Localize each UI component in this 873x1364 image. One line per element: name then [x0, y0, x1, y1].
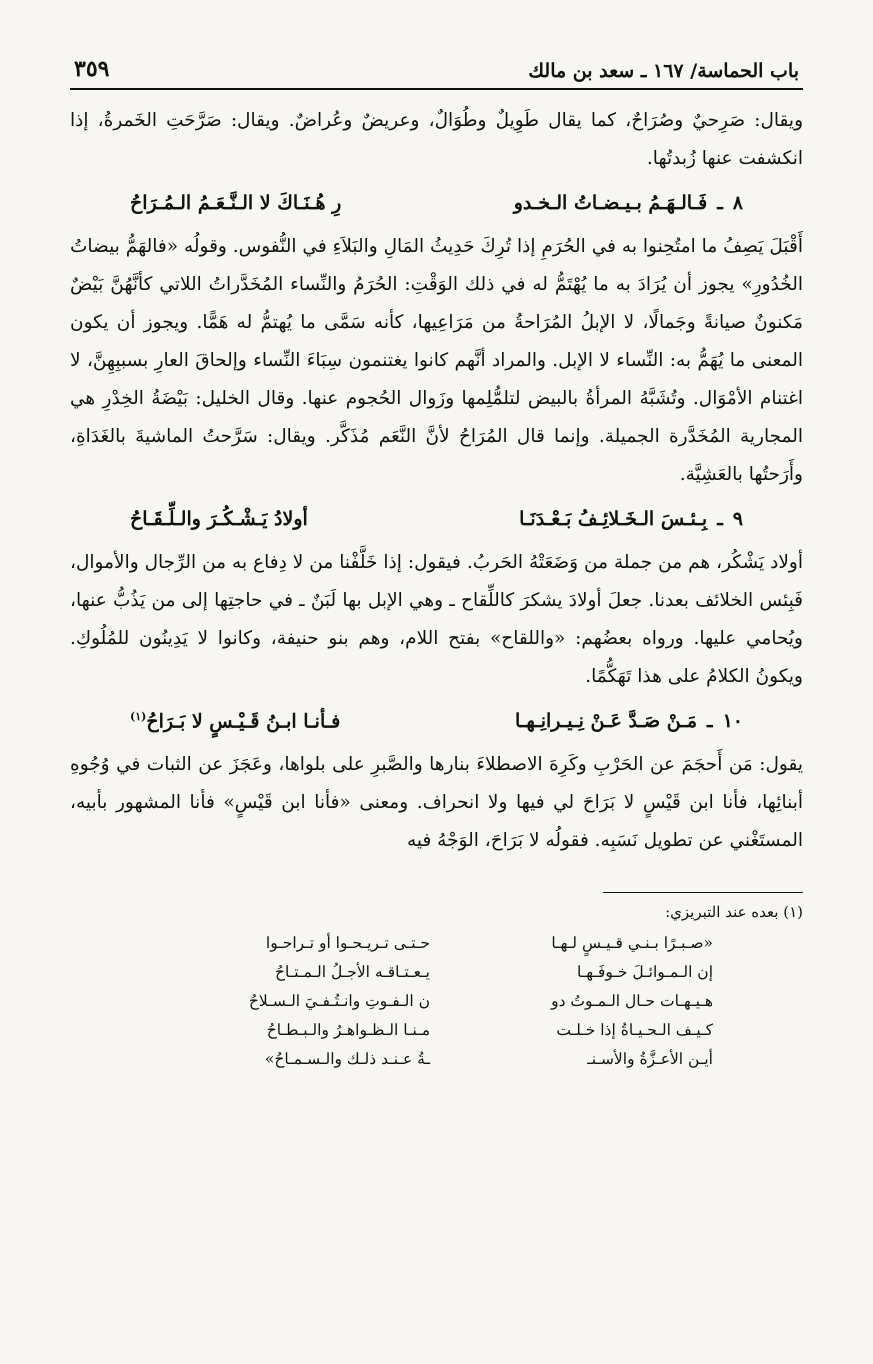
commentary-paragraph: أَقْبَلَ يَصِفُ ما امتُحِنوا به في الحُرَمِ إذا تُرِكَ حَدِيثُ المَالِ والبَلاَءِ في النُّفوس. وقولُه «فالهَمُّ بيضاتُ الخُدُورِ» يجوز أن يُرَادَ به ما يُهْتَمُّ له في ذلك الوَقْتِ: الحُرَمُ والنِّساء المُخَدَّراتُ اللاتي كأنَّهُنَّ بَيْضٌ مَكنونٌ صيانةً وجَمالًا، لا الإبلُ المُرَاحةُ من مَرَاعِيها، كأنه سَمَّى ما يُهتمُّ له هَمًّا. ويجوز أن يكون المعنى ما يُهَمُّ به: النِّساء لا الإبل. والمراد أنَّهم كانوا يغتنمون سِبَاءَ النِّساء وإلحاقَ العارِ بسببِهِنَّ، لا اغتنام الأمْوَال. وتُشَبَّهُ المرأةُ بالبيض لتلمُّلِمها وزَوال الحُجوم عنها. وقال الخليل: بَيْضَةُ الخِدْرِ هي المجارية المُخَدَّرة الجميلة. وإنما قال المُرَاحُ لأنَّ النَّعَم مُذَكَّر. ويقال: سَرَّحتُ الماشيةَ بالغَدَاةِ، وأَرَحتُها بالعَشِيَّة.	[70, 236, 803, 485]
footnote-reference: (١)	[130, 709, 147, 723]
verse-second-hemistich: أولادُ يَـشْـكُـرَ والـلِّـقَـاحُ	[130, 508, 308, 530]
page-body	[70, 102, 803, 860]
footnote-heading: (١) بعده عند التبريزي:	[665, 903, 803, 921]
verse-second-hemistich: فـأنـا ابـنُ قَـيْـسٍ لا بَـرَاحُ	[146, 710, 341, 733]
verse-line: ٨ ـ فَـالـهَـمُ بـيـضـاتُ الـخـدو رِ هُـنَـاكَ لا الـنَّـعَـمُ الـمُـرَاحُ	[130, 192, 743, 214]
footnote-hemistich-right: إن الـمـوائـلَ خـوفَـهـا	[576, 963, 713, 981]
verse-number: ١٠	[722, 710, 743, 732]
footnote-hemistich-left: ـةُ عـنـد ذلـك والـسـمـاحُ»	[264, 1050, 430, 1068]
verse-number: ٩	[732, 508, 743, 530]
verse-first-hemistich: مَـنْ صَـدَّ عَـنْ نِـيـرانِـهـا	[515, 710, 697, 732]
footnote-hemistich-right: هـيـهـات حـال الـمـوتُ دو	[551, 992, 713, 1010]
verse-first-hemistich: بِـئـسَ الـخَـلائِـفُ بَـعْـدَنَـا	[519, 508, 708, 530]
footnote-verse	[160, 1045, 713, 1074]
commentary-paragraph: ويقال: صَرِحيٌ وصُرَاحٌ، كما يقال طَوِيلٌ وطُوَالٌ، وعريضٌ وعُراضٌ. ويقال: صَرَّحَتِ الخَمرةُ، إذا انكشفت عنها زُبدتُها.	[70, 110, 803, 169]
commentary-paragraph: أولاد يَشْكُر، هم من جملة من وَضَعَتْهُ الحَربُ. فيقول: إذا خَلَّفْنا من لا دِفاع به من الرِّجال والأموال، فَبِئس الخلائف بعدنا. جعلَ أولادَ يشكرَ كاللِّقاح ـ وهي الإبل بها لَبَنٌ ـ في حاجتِها إلى من يَذُبُّ عنها، ويُحامي عليها. ورواه بعضُهم: «واللقاح» بفتح اللام، وهم بنو حنيفة، وكانوا لا يَدِينُون للمُلُوكِ. ويكونُ الكلامُ على هذا تَهَكُّمًا.	[70, 552, 803, 687]
footnote-verse	[160, 987, 713, 1016]
footnote-divider	[603, 892, 803, 893]
footnote-hemistich-left: مـنـا الـظـواهـرُ والـبـطـاحُ	[266, 1021, 430, 1039]
footnote-hemistich-left: يـعـتـاقـه الأجـلُ الـمـتـاحُ	[275, 963, 430, 981]
header-title: باب الحماسة/ ١٦٧ ـ سعد بن مالك	[528, 60, 799, 82]
page-number: ٣٥٩	[74, 56, 110, 82]
footnote-hemistich-left: ن الـفـوتِ وانـتُـفـيَ الـسـلاحُ	[248, 992, 430, 1010]
footnote-hemistich-left: حـتـى تـريـحـوا أو تـراحـوا	[265, 934, 430, 952]
running-header	[70, 48, 803, 90]
footnote-hemistich-right: «صـبـرًا بـنـي قـيـسٍ لـهـا	[551, 934, 713, 952]
verse-second-hemistich: رِ هُـنَـاكَ لا الـنَّـعَـمُ الـمُـرَاحُ	[130, 192, 342, 214]
footnote-poem	[70, 929, 803, 1074]
footnote-verse	[160, 958, 713, 987]
verse-line: ١٠ ـ مَـنْ صَـدَّ عَـنْ نِـيـرانِـهـا فـأنـا ابـنُ قَـيْـسٍ لا بَـرَاحُ$^{(١)}$	[130, 709, 743, 733]
verse-line: ٩ ـ بِـئـسَ الـخَـلائِـفُ بَـعْـدَنَـا أولادُ يَـشْـكُـرَ والـلِّـقَـاحُ	[130, 508, 743, 530]
footnote-verse	[160, 1016, 713, 1045]
verse-first-hemistich: فَـالـهَـمُ بـيـضـاتُ الـخـدو	[513, 192, 708, 214]
footnote-hemistich-right: كـيـف الـحـيـاةُ إذا خـلـت	[556, 1021, 713, 1039]
footnote-verse	[160, 929, 713, 958]
footnote-hemistich-right: أيـن الأعـزَّةُ والأسـنـ	[587, 1050, 713, 1068]
commentary-paragraph: يقول: مَن أَحجَمَ عن الحَرْبِ وكَرِهَ الاصطلاءَ بنارها والصَّبرِ على بلواها، وعَجَزَ عن الثبات في وُجُوهِ أبنائِها، فأنا ابن قَيْسٍ لا بَرَاحَ لي فيها ولا انحراف. ومعنى «فأنا ابن قَيْسٍ» فأنا المشهور بأبيه، المستَغْني عن تطويل نَسَبِه. فقولُه لا بَرَاحَ، الوَجْهُ فيه	[70, 754, 803, 851]
verse-number: ٨	[732, 192, 743, 214]
